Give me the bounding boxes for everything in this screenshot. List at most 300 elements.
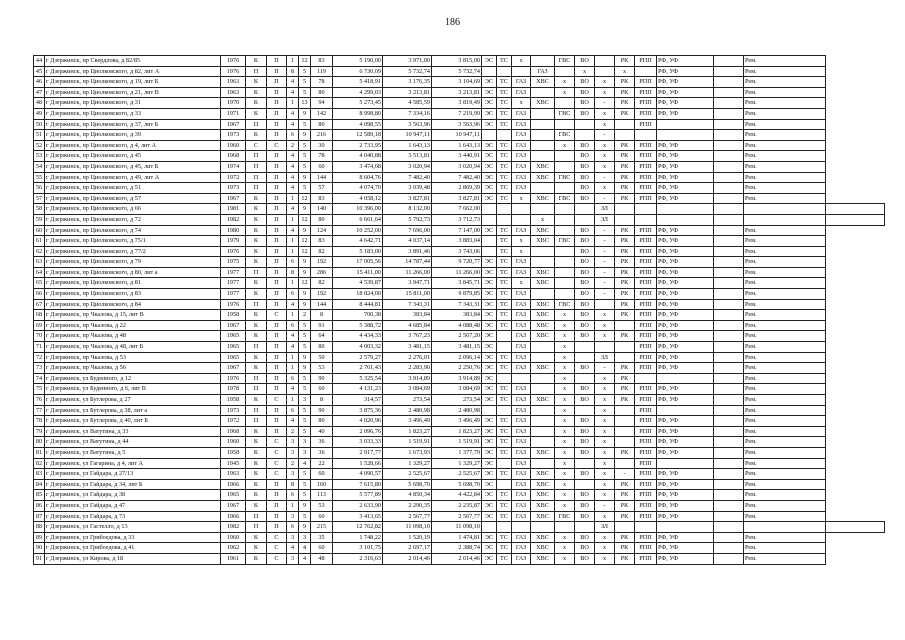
table-cell: х: [512, 278, 531, 289]
table-cell: К: [246, 77, 267, 88]
table-cell: 1978: [221, 384, 246, 395]
table-cell: РПП: [635, 98, 657, 109]
table-cell: 8: [287, 66, 299, 77]
table-cell: ТС: [497, 56, 512, 67]
table-cell: РПП: [635, 310, 657, 321]
table-cell: РК: [615, 172, 635, 183]
table-cell: П: [267, 193, 287, 204]
table-row: [34, 172, 885, 183]
table-cell: ЭС: [482, 193, 497, 204]
table-cell: [531, 289, 555, 300]
table-cell: Рем.: [744, 193, 826, 204]
table-cell: РК: [615, 56, 635, 67]
table-cell: х: [595, 77, 615, 88]
table-cell: РПП: [635, 490, 657, 501]
table-cell: 3 104,69: [432, 77, 482, 88]
table-cell: ГАЗ: [512, 543, 531, 554]
table-cell: ТС: [497, 77, 512, 88]
table-cell: 2 567,77: [432, 511, 482, 522]
table-cell: 53: [311, 500, 333, 511]
table-cell: РФ, УФ: [657, 426, 714, 437]
table-cell: г Дзержинск, ул Буденного, д 12: [45, 373, 221, 384]
table-cell: [482, 246, 497, 257]
table-cell: ТС: [497, 193, 512, 204]
table-cell: 12: [299, 278, 311, 289]
table-cell: [714, 447, 744, 458]
table-cell: РК: [615, 395, 635, 406]
table-cell: 6: [287, 289, 299, 300]
table-cell: РФ, УФ: [657, 553, 714, 564]
table-cell: г Дзержинск, ул Ватутина, д 44: [45, 437, 221, 448]
table-cell: 9: [299, 172, 311, 183]
table-row: [34, 458, 885, 469]
table-cell: 65: [34, 278, 45, 289]
table-cell: [531, 522, 555, 533]
table-cell: [575, 119, 595, 130]
table-cell: Рем.: [744, 416, 826, 427]
table-cell: х: [595, 416, 615, 427]
table-cell: [531, 426, 555, 437]
table-cell: [635, 130, 657, 141]
table-cell: 55: [34, 172, 45, 183]
table-cell: К: [246, 543, 267, 554]
table-cell: [635, 522, 657, 533]
table-cell: 4: [287, 183, 299, 194]
table-cell: [595, 66, 615, 77]
table-cell: 1963: [221, 77, 246, 88]
table-cell: х: [595, 532, 615, 543]
table-row: [34, 66, 885, 77]
table-cell: С: [267, 437, 287, 448]
table-cell: РПП: [635, 257, 657, 268]
table-cell: 4: [287, 342, 299, 353]
table-cell: ЭС: [482, 373, 497, 384]
table-row: [34, 342, 885, 353]
table-cell: Рем.: [744, 426, 826, 437]
table-cell: РПП: [635, 363, 657, 374]
table-cell: 4 434,33: [333, 331, 383, 342]
table-cell: 11 266,00: [432, 267, 482, 278]
table-cell: 4: [287, 416, 299, 427]
table-cell: РФ, УФ: [657, 225, 714, 236]
table-cell: ГАЗ: [512, 479, 531, 490]
table-cell: х: [512, 56, 531, 67]
table-cell: ЭС: [482, 490, 497, 501]
table-cell: ЭС: [482, 225, 497, 236]
table-cell: 700,38: [333, 310, 383, 321]
table-cell: П: [267, 426, 287, 437]
table-cell: Рем.: [744, 56, 826, 67]
table-cell: 5 418,91: [333, 77, 383, 88]
table-cell: ГАЗ: [512, 447, 531, 458]
table-cell: 1 643,13: [432, 140, 482, 151]
table-cell: 3 891,46: [383, 246, 432, 257]
table-cell: ТС: [497, 257, 512, 268]
table-cell: [555, 278, 575, 289]
table-cell: [531, 119, 555, 130]
table-cell: П: [246, 267, 267, 278]
table-cell: К: [246, 395, 267, 406]
table-cell: П: [267, 331, 287, 342]
table-cell: РФ, УФ: [657, 267, 714, 278]
table-cell: РПП: [635, 543, 657, 554]
table-cell: 7 334,16: [383, 108, 432, 119]
table-cell: РПП: [635, 267, 657, 278]
table-cell: С: [267, 447, 287, 458]
table-cell: 1 748,22: [333, 532, 383, 543]
table-cell: Рем.: [744, 130, 826, 141]
table-cell: ЭС: [482, 267, 497, 278]
table-cell: РПП: [635, 395, 657, 406]
table-cell: ГАЗ: [512, 532, 531, 543]
table-cell: РФ, УФ: [657, 543, 714, 554]
table-cell: х: [595, 479, 615, 490]
table-cell: 1 377,79: [432, 447, 482, 458]
table-cell: РК: [615, 331, 635, 342]
table-cell: [714, 511, 744, 522]
table-cell: [531, 384, 555, 395]
table-cell: х: [595, 320, 615, 331]
table-cell: [497, 331, 512, 342]
table-cell: 3 971,00: [383, 56, 432, 67]
table-cell: [512, 522, 531, 533]
table-cell: [714, 98, 744, 109]
table-cell: 1 643,13: [383, 140, 432, 151]
table-cell: Рем.: [744, 500, 826, 511]
table-cell: [531, 183, 555, 194]
table-cell: Рем.: [744, 320, 826, 331]
table-cell: х: [595, 490, 615, 501]
table-cell: 4 539,87: [333, 278, 383, 289]
table-cell: 48: [34, 98, 45, 109]
table-cell: ХВС: [531, 225, 555, 236]
table-cell: ГАЗ: [512, 500, 531, 511]
table-cell: 4: [287, 87, 299, 98]
table-cell: 140: [311, 204, 333, 215]
table-cell: 1976: [221, 246, 246, 257]
table-cell: 1971: [221, 108, 246, 119]
table-cell: [714, 299, 744, 310]
table-cell: С: [267, 458, 287, 469]
table-cell: [497, 373, 512, 384]
table-cell: ЭС: [482, 458, 497, 469]
table-cell: 6: [287, 320, 299, 331]
table-cell: ЭС: [482, 119, 497, 130]
table-cell: 1958: [221, 395, 246, 406]
table-cell: 144: [311, 299, 333, 310]
table-cell: г Дзержинск, ул Гайдара, д 34, лит Б: [45, 479, 221, 490]
table-row: [34, 553, 885, 564]
table-cell: 7 343,31: [383, 299, 432, 310]
table-row: [34, 469, 885, 480]
table-cell: П: [267, 204, 287, 215]
table-cell: [714, 405, 744, 416]
table-cell: 1 519,91: [432, 437, 482, 448]
table-cell: П: [267, 405, 287, 416]
table-cell: [714, 236, 744, 247]
table-row: [34, 236, 885, 247]
table-cell: К: [246, 490, 267, 501]
table-cell: Рем.: [744, 310, 826, 321]
table-cell: РПП: [635, 469, 657, 480]
table-cell: 10 396,00: [333, 204, 383, 215]
table-cell: [714, 553, 744, 564]
table-row: [34, 183, 885, 194]
table-cell: РК: [615, 225, 635, 236]
table-cell: 1974: [221, 161, 246, 172]
table-cell: г Дзержинск, пр Свердлова, д 82/85: [45, 56, 221, 67]
table-cell: 50: [34, 119, 45, 130]
table-cell: РПП: [635, 511, 657, 522]
table-cell: -: [595, 257, 615, 268]
table-cell: 3: [287, 532, 299, 543]
table-cell: П: [267, 246, 287, 257]
table-cell: ЭС: [482, 108, 497, 119]
table-cell: 5: [299, 469, 311, 480]
table-cell: 6 661,64: [333, 214, 383, 225]
table-cell: 63: [34, 257, 45, 268]
table-cell: [714, 214, 744, 225]
table-row: [34, 331, 885, 342]
table-cell: 2 388,74: [432, 543, 482, 554]
table-cell: РК: [615, 267, 635, 278]
table-cell: 67: [34, 299, 45, 310]
table-cell: РПП: [635, 161, 657, 172]
table-cell: РФ, УФ: [657, 363, 714, 374]
table-cell: РПП: [635, 437, 657, 448]
table-cell: РПП: [635, 225, 657, 236]
table-cell: 1976: [221, 66, 246, 77]
table-cell: ТС: [497, 278, 512, 289]
table-cell: П: [246, 342, 267, 353]
table-cell: РК: [615, 447, 635, 458]
table-cell: ГАЗ: [512, 172, 531, 183]
table-cell: 7 696,00: [383, 225, 432, 236]
table-cell: 89: [34, 532, 45, 543]
table-cell: РФ, УФ: [657, 511, 714, 522]
table-cell: [575, 405, 595, 416]
table-cell: 3 819,49: [432, 98, 482, 109]
table-cell: [714, 437, 744, 448]
table-cell: 4: [287, 331, 299, 342]
table-cell: х: [595, 140, 615, 151]
table-cell: ЭС: [482, 469, 497, 480]
table-cell: Рем.: [744, 257, 826, 268]
table-cell: 4: [287, 151, 299, 162]
table-cell: 57: [311, 183, 333, 194]
table-cell: 36: [311, 447, 333, 458]
table-cell: ВО: [575, 289, 595, 300]
table-cell: 1967: [221, 320, 246, 331]
table-cell: 286: [311, 267, 333, 278]
table-cell: [482, 522, 497, 533]
table-cell: 5 183,00: [333, 246, 383, 257]
table-cell: [531, 373, 555, 384]
table-cell: 314,57: [333, 395, 383, 406]
table-cell: [657, 405, 714, 416]
table-cell: х: [595, 119, 615, 130]
table-cell: [714, 490, 744, 501]
table-cell: П: [267, 98, 287, 109]
table-cell: 1982: [221, 522, 246, 533]
table-cell: 1976: [221, 299, 246, 310]
table-cell: [575, 130, 595, 141]
table-cell: ГАЗ: [512, 405, 531, 416]
table-cell: х: [595, 553, 615, 564]
table-cell: 12: [299, 246, 311, 257]
table-cell: [714, 151, 744, 162]
table-cell: ВО: [575, 384, 595, 395]
table-cell: 3 033,33: [333, 437, 383, 448]
table-cell: С: [246, 140, 267, 151]
table-cell: [714, 395, 744, 406]
table-cell: [714, 363, 744, 374]
table-cell: х: [555, 342, 575, 353]
table-cell: Рем.: [744, 331, 826, 342]
table-cell: 3 084,69: [432, 384, 482, 395]
table-cell: 1963: [221, 469, 246, 480]
table-cell: РФ, УФ: [657, 352, 714, 363]
table-cell: РК: [615, 236, 635, 247]
table-cell: Рем.: [744, 405, 826, 416]
table-cell: [497, 204, 512, 215]
table-cell: Рем.: [744, 246, 826, 257]
table-cell: [657, 522, 714, 533]
table-cell: ЗЛ: [595, 352, 615, 363]
table-cell: 7 615,80: [333, 479, 383, 490]
table-cell: 3 767,23: [383, 331, 432, 342]
table-cell: 64: [311, 331, 333, 342]
table-cell: ЭС: [482, 289, 497, 300]
table-cell: ХВС: [531, 447, 555, 458]
table-cell: П: [267, 289, 287, 300]
table-cell: 2 480,98: [432, 405, 482, 416]
table-cell: 2 567,77: [383, 511, 432, 522]
table-cell: Рем.: [744, 458, 826, 469]
table-cell: РК: [615, 310, 635, 321]
table-cell: ЭС: [482, 532, 497, 543]
table-cell: П: [267, 500, 287, 511]
table-cell: П: [267, 130, 287, 141]
table-cell: х: [512, 246, 531, 257]
table-cell: 90: [311, 373, 333, 384]
table-cell: г Дзержинск, пр Циолковского, д 72: [45, 214, 221, 225]
table-cell: ЭС: [482, 395, 497, 406]
table-row: [34, 257, 885, 268]
table-cell: [482, 214, 497, 225]
table-cell: х: [595, 331, 615, 342]
table-cell: г Дзержинск, ул Кирова, д 18: [45, 553, 221, 564]
table-cell: ТС: [497, 532, 512, 543]
table-cell: РК: [615, 278, 635, 289]
table-row: [34, 416, 885, 427]
table-cell: 74: [34, 373, 45, 384]
table-cell: г Дзержинск, пр Циолковского, д 77/2: [45, 246, 221, 257]
table-row: [34, 108, 885, 119]
table-cell: [635, 204, 657, 215]
table-cell: 10 252,00: [333, 225, 383, 236]
table-cell: 17 005,56: [333, 257, 383, 268]
table-cell: 40: [311, 426, 333, 437]
table-cell: ЭС: [482, 56, 497, 67]
table-cell: [555, 522, 575, 533]
table-cell: РФ, УФ: [657, 66, 714, 77]
table-cell: 192: [311, 257, 333, 268]
table-cell: К: [246, 363, 267, 374]
table-cell: 1977: [221, 278, 246, 289]
table-cell: ГАЗ: [512, 553, 531, 564]
table-cell: [826, 204, 885, 215]
table-cell: 60: [311, 161, 333, 172]
table-cell: [575, 204, 595, 215]
table-cell: ВО: [575, 490, 595, 501]
table-cell: [615, 320, 635, 331]
table-cell: г Дзержинск, ул Грибоедова, д 33: [45, 532, 221, 543]
table-cell: 47: [34, 87, 45, 98]
table-cell: [714, 310, 744, 321]
table-cell: 5 273,45: [333, 98, 383, 109]
table-cell: ВО: [575, 469, 595, 480]
table-cell: [615, 416, 635, 427]
table-row: [34, 352, 885, 363]
table-cell: ТС: [497, 225, 512, 236]
table-cell: К: [246, 469, 267, 480]
table-cell: 1958: [221, 310, 246, 321]
table-cell: 2 096,14: [432, 352, 482, 363]
table-cell: ХВС: [531, 511, 555, 522]
table-cell: РФ, УФ: [657, 108, 714, 119]
table-cell: 5: [299, 119, 311, 130]
table-cell: [531, 352, 555, 363]
table-cell: ГАЗ: [512, 363, 531, 374]
table-cell: ЭС: [482, 87, 497, 98]
table-cell: 3 474,08: [333, 161, 383, 172]
table-cell: 9: [299, 204, 311, 215]
table-cell: 2 276,01: [383, 352, 432, 363]
table-cell: П: [267, 236, 287, 247]
table-cell: х: [595, 469, 615, 480]
table-cell: ВО: [575, 172, 595, 183]
table-cell: 12: [299, 214, 311, 225]
table-cell: [575, 479, 595, 490]
table-cell: [714, 172, 744, 183]
table-cell: 1960: [221, 532, 246, 543]
table-cell: 71: [34, 342, 45, 353]
table-cell: 4 040,88: [333, 151, 383, 162]
table-cell: ВО: [575, 278, 595, 289]
table-cell: г Дзержинск, ул Гайдара, д 27/13: [45, 469, 221, 480]
housing-register-table: [33, 55, 885, 565]
table-cell: г Дзержинск, пр Циолковского, д 45, лит Б: [45, 161, 221, 172]
table-cell: 1 673,93: [383, 447, 432, 458]
table-cell: г Дзержинск, пр Циолковского, д 75/1: [45, 236, 221, 247]
table-cell: РК: [615, 87, 635, 98]
table-cell: 5 325,54: [333, 373, 383, 384]
table-cell: 4: [287, 543, 299, 554]
table-cell: РПП: [635, 278, 657, 289]
table-cell: ТС: [497, 416, 512, 427]
table-cell: 3 914,89: [383, 373, 432, 384]
table-cell: 83: [311, 236, 333, 247]
table-cell: 83: [311, 193, 333, 204]
table-cell: [714, 469, 744, 480]
table-row: [34, 299, 885, 310]
table-cell: 45: [34, 66, 45, 77]
table-cell: 1: [287, 246, 299, 257]
table-cell: 5: [299, 77, 311, 88]
table-cell: П: [246, 299, 267, 310]
table-cell: П: [267, 342, 287, 353]
